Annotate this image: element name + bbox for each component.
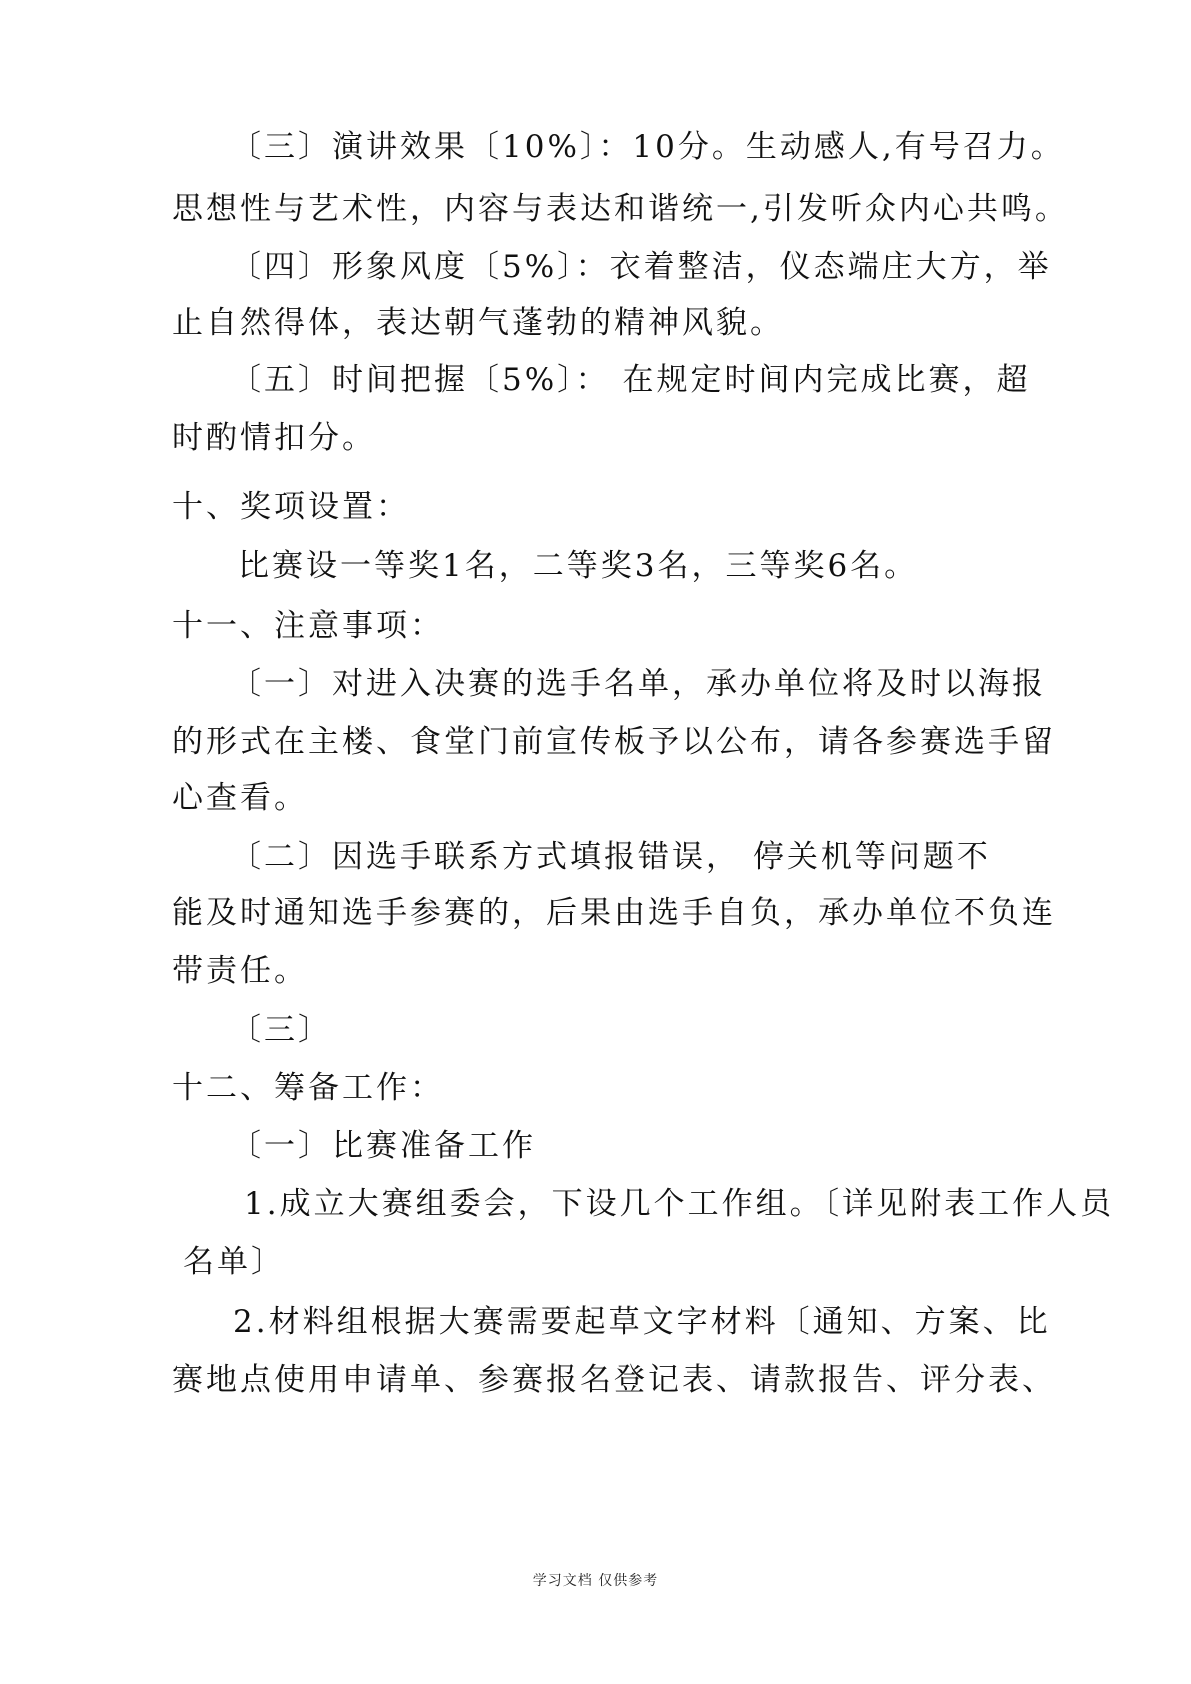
paragraph-line: 2.材料组根据大赛需要起草文字材料〔通知、方案、比: [233, 1304, 1051, 1340]
paragraph-line: 〔四〕形象风度〔5%〕：衣着整洁，仪态端庄大方，举: [230, 249, 1052, 285]
paragraph-line: 思想性与艺术性，内容与表达和谐统一,引发听众内心共鸣。: [172, 191, 1069, 227]
paragraph-line: 〔二〕因选手联系方式填报错误， 停关机等问题不: [230, 839, 991, 875]
section-heading: 十一、注意事项：: [172, 608, 444, 644]
paragraph-line: 时酌情扣分。: [172, 420, 376, 456]
paragraph-line: 1.成立大赛组委会，下设几个工作组。〔详见附表工作人员: [244, 1186, 1115, 1222]
paragraph-line: 赛地点使用申请单、参赛报名登记表、请款报告、评分表、: [172, 1362, 1056, 1398]
paragraph-line: 心查看。: [172, 780, 308, 816]
subsection-heading: 〔一〕比赛准备工作: [230, 1128, 536, 1164]
paragraph-line: 〔三〕演讲效果〔10%〕：10分。生动感人,有号召力。: [230, 129, 1065, 165]
paragraph-line: 能及时通知选手参赛的，后果由选手自负，承办单位不负连: [172, 895, 1056, 931]
paragraph-line: 〔三〕: [230, 1012, 332, 1048]
section-heading: 十、奖项设置：: [172, 489, 410, 525]
paragraph-line: 〔一〕对进入决赛的选手名单，承办单位将及时以海报: [230, 666, 1046, 702]
paragraph-line: 带责任。: [172, 953, 308, 989]
page-footer: 学习文档 仅供参考: [532, 1573, 659, 1589]
paragraph-line: 名单〕: [183, 1244, 285, 1280]
paragraph-line: 止自然得体，表达朝气蓬勃的精神风貌。: [172, 305, 784, 341]
section-heading: 十二、筹备工作：: [172, 1070, 444, 1106]
paragraph-line: 比赛设一等奖1名，二等奖3名，三等奖6名。: [238, 548, 919, 584]
paragraph-line: 〔五〕时间把握〔5%〕： 在规定时间内完成比赛，超: [230, 362, 1031, 398]
paragraph-line: 的形式在主楼、食堂门前宣传板予以公布，请各参赛选手留: [172, 724, 1056, 760]
